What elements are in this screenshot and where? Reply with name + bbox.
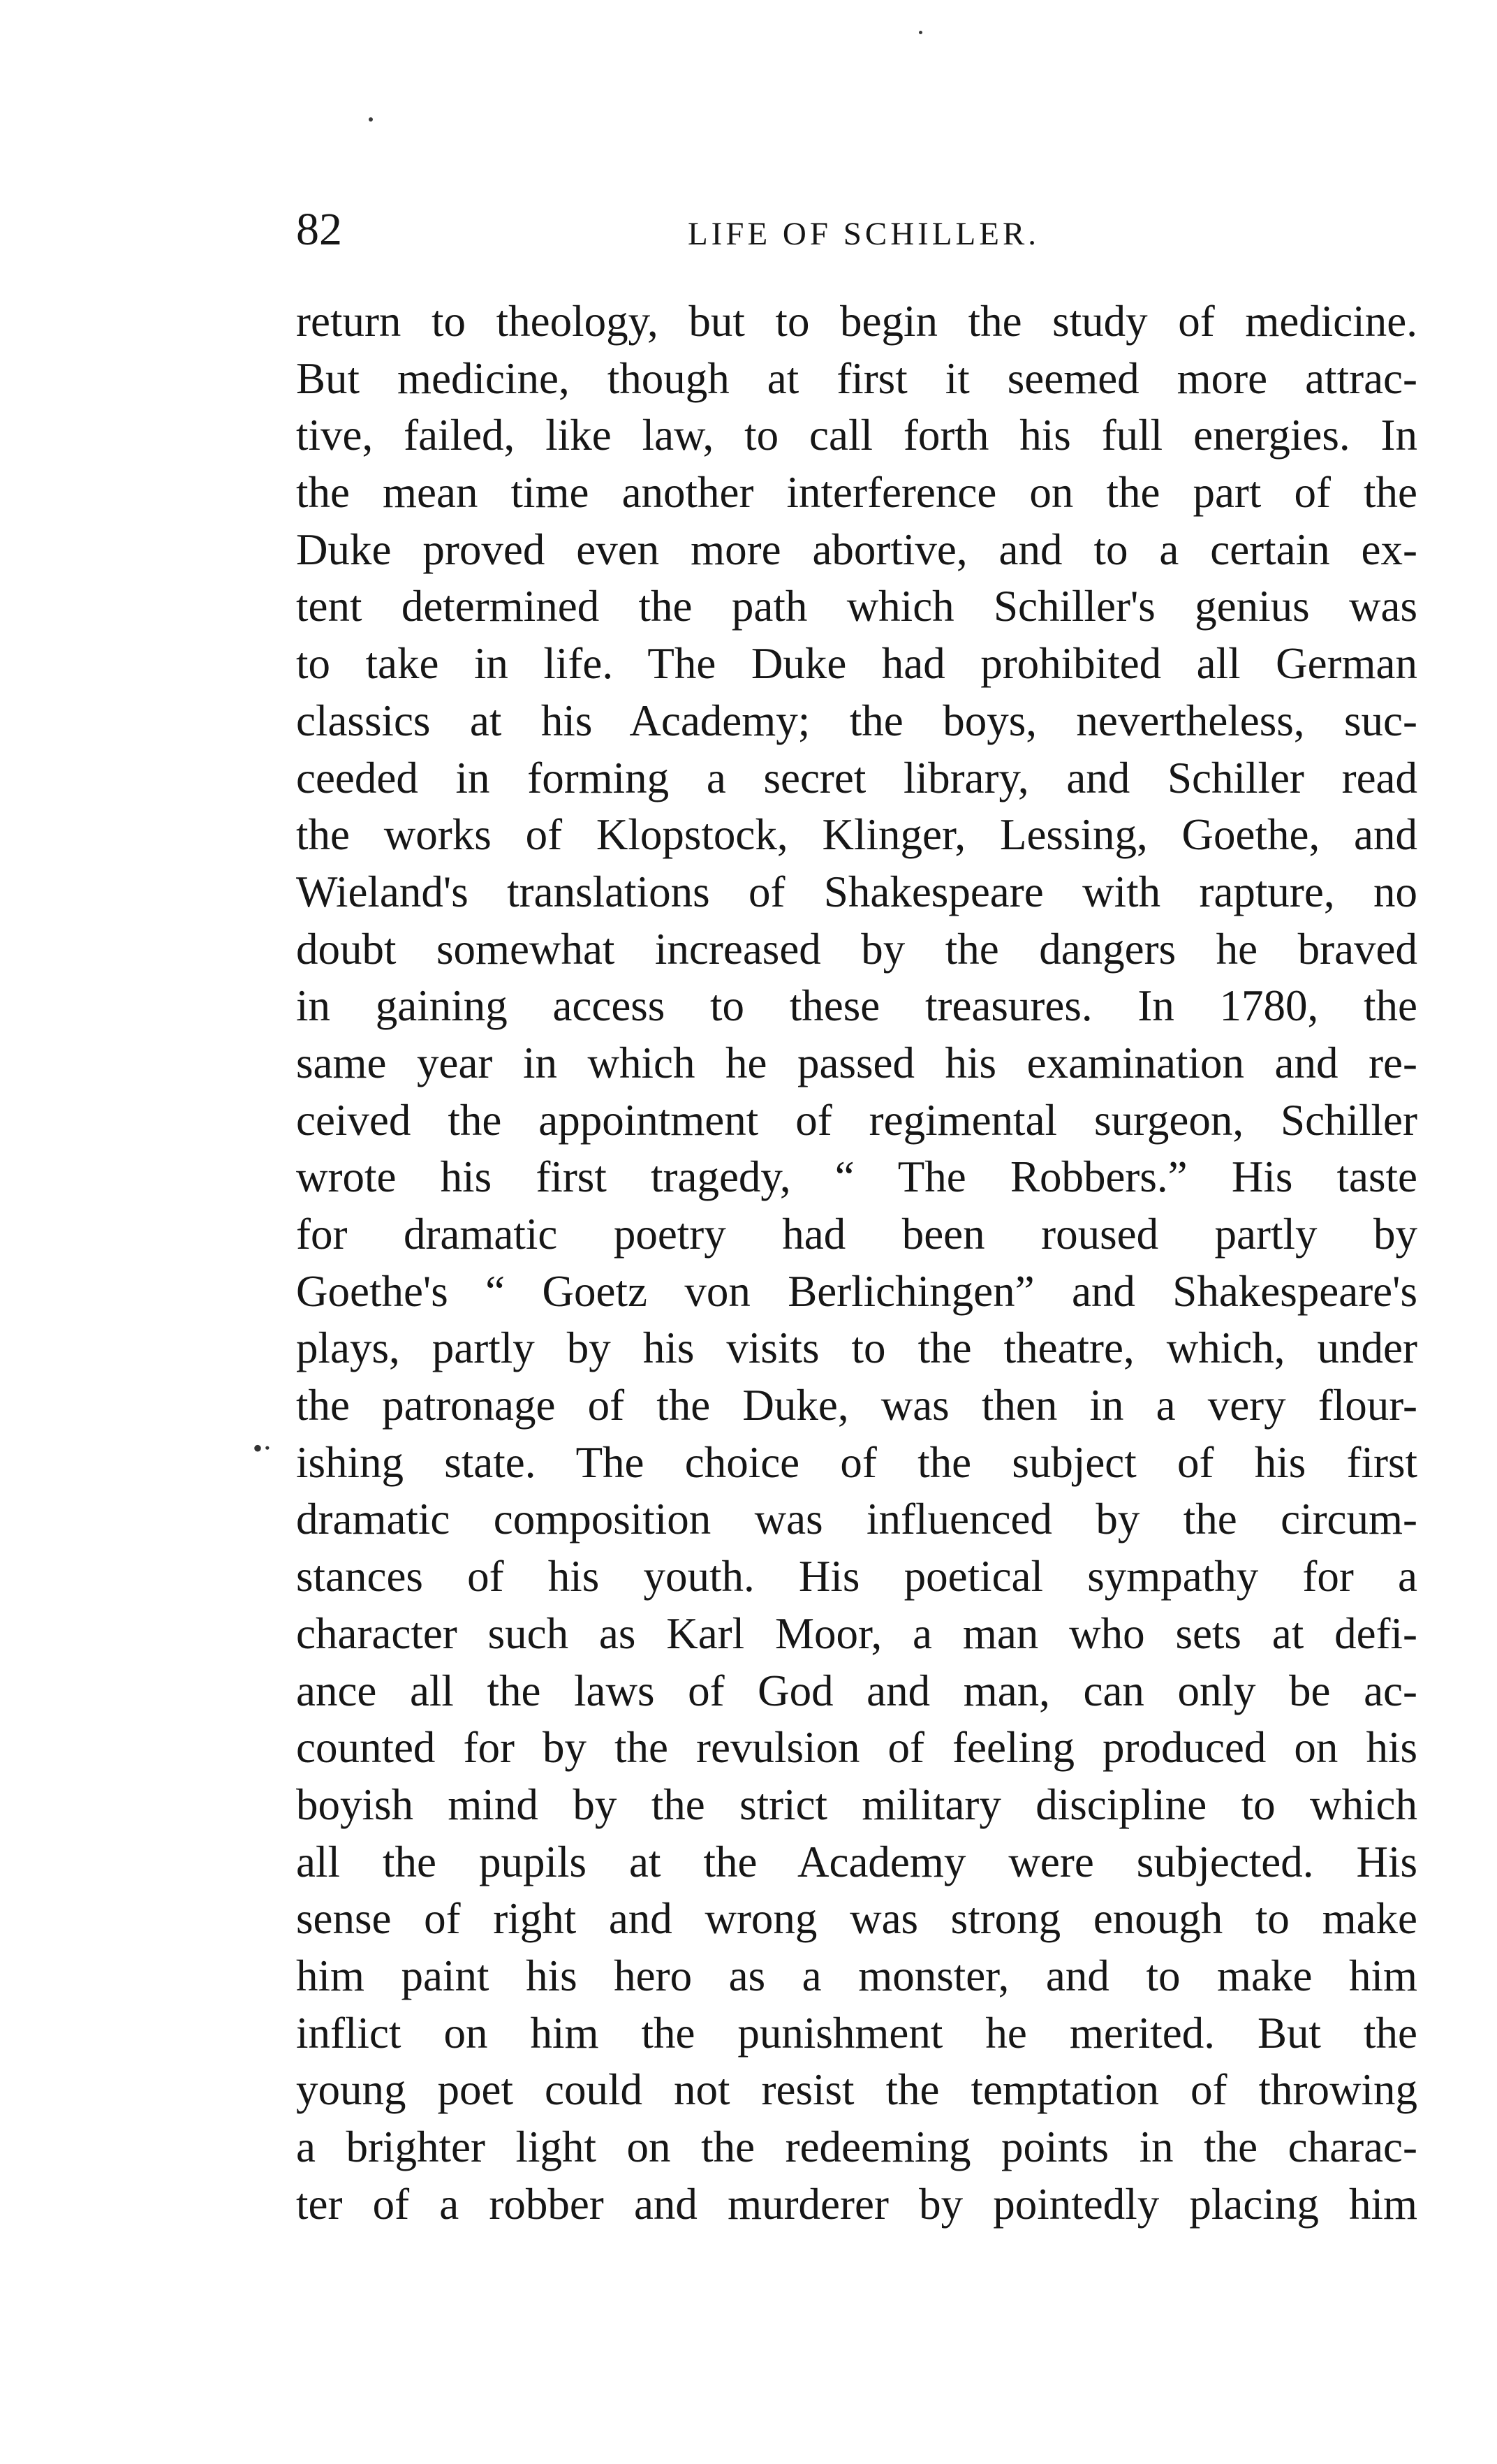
ink-speck bbox=[369, 117, 373, 122]
text-line: Wieland's translations of Shakespeare with rapture, no bbox=[296, 867, 1417, 916]
text-line: in gaining access to these treasures. In 1780, the bbox=[296, 981, 1417, 1031]
text-line: him paint his hero as a monster, and to make him bbox=[296, 1951, 1417, 2000]
text-line: for dramatic poetry had been roused partly by bbox=[296, 1210, 1417, 1259]
text-line: dramatic composition was influenced by the circum- bbox=[296, 1495, 1417, 1544]
text-line: inflict on him the punishment he merited. But the bbox=[296, 2008, 1417, 2058]
text-line: tent determined the path which Schiller's genius was bbox=[296, 582, 1417, 631]
text-line: the mean time another interference on the part of the bbox=[296, 468, 1417, 518]
text-line: classics at his Academy; the boys, nevertheless, suc- bbox=[296, 696, 1417, 745]
text-line: stances of his youth. His poetical sympathy for a bbox=[296, 1552, 1417, 1601]
text-line: Duke proved even more abortive, and to a certain ex- bbox=[296, 525, 1417, 574]
text-line: return to theology, but to begin the study of medicine. bbox=[296, 297, 1417, 346]
text-line: Goethe's “ Goetz von Berlichingen” and Shakespeare's bbox=[296, 1266, 1417, 1316]
text-line: sense of right and wrong was strong enough to make bbox=[296, 1894, 1417, 1944]
text-line: character such as Karl Moor, a man who sets at defi- bbox=[296, 1608, 1417, 1658]
ink-speck bbox=[919, 31, 922, 34]
text-line: ishing state. The choice of the subject of his first bbox=[296, 1437, 1417, 1487]
margin-mark: •⋅ bbox=[253, 1432, 272, 1464]
text-line: tive, failed, like law, to call forth his full energies. In bbox=[296, 411, 1417, 460]
text-line: boyish mind by the strict military discipline to which bbox=[296, 1780, 1417, 1829]
text-line: wrote his first tragedy, “ The Robbers.” His taste bbox=[296, 1152, 1417, 1202]
text-line: same year in which he passed his examination and re- bbox=[296, 1038, 1417, 1087]
text-line: ter of a robber and murderer by pointedly placing him bbox=[296, 2179, 1417, 2229]
text-line: doubt somewhat increased by the dangers he braved bbox=[296, 924, 1417, 974]
text-line: the patronage of the Duke, was then in a very flour- bbox=[296, 1381, 1417, 1430]
text-line: ceeded in forming a secret library, and Schiller read bbox=[296, 753, 1417, 802]
text-line: a brighter light on the redeeming points in the charac- bbox=[296, 2122, 1417, 2171]
text-line: all the pupils at the Academy were subjected. His bbox=[296, 1837, 1417, 1886]
text-line: plays, partly by his visits to the theatre, which, under bbox=[296, 1323, 1417, 1373]
text-line: ceived the appointment of regimental surgeon, Schiller bbox=[296, 1095, 1417, 1145]
text-line: the works of Klopstock, Klinger, Lessing, Goethe, and bbox=[296, 810, 1417, 860]
running-head: LIFE OF SCHILLER. bbox=[687, 216, 1040, 252]
body-text bbox=[296, 293, 1417, 2233]
text-line: But medicine, though at first it seemed more attrac- bbox=[296, 353, 1417, 403]
text-line: to take in life. The Duke had prohibited all German bbox=[296, 639, 1417, 689]
text-line: counted for by the revulsion of feeling produced on his bbox=[296, 1723, 1417, 1773]
text-line: ance all the laws of God and man, can only be ac- bbox=[296, 1666, 1417, 1715]
page-header bbox=[296, 198, 1417, 261]
text-line: young poet could not resist the temptation of throwing bbox=[296, 2065, 1417, 2115]
page-number: 82 bbox=[296, 204, 342, 255]
